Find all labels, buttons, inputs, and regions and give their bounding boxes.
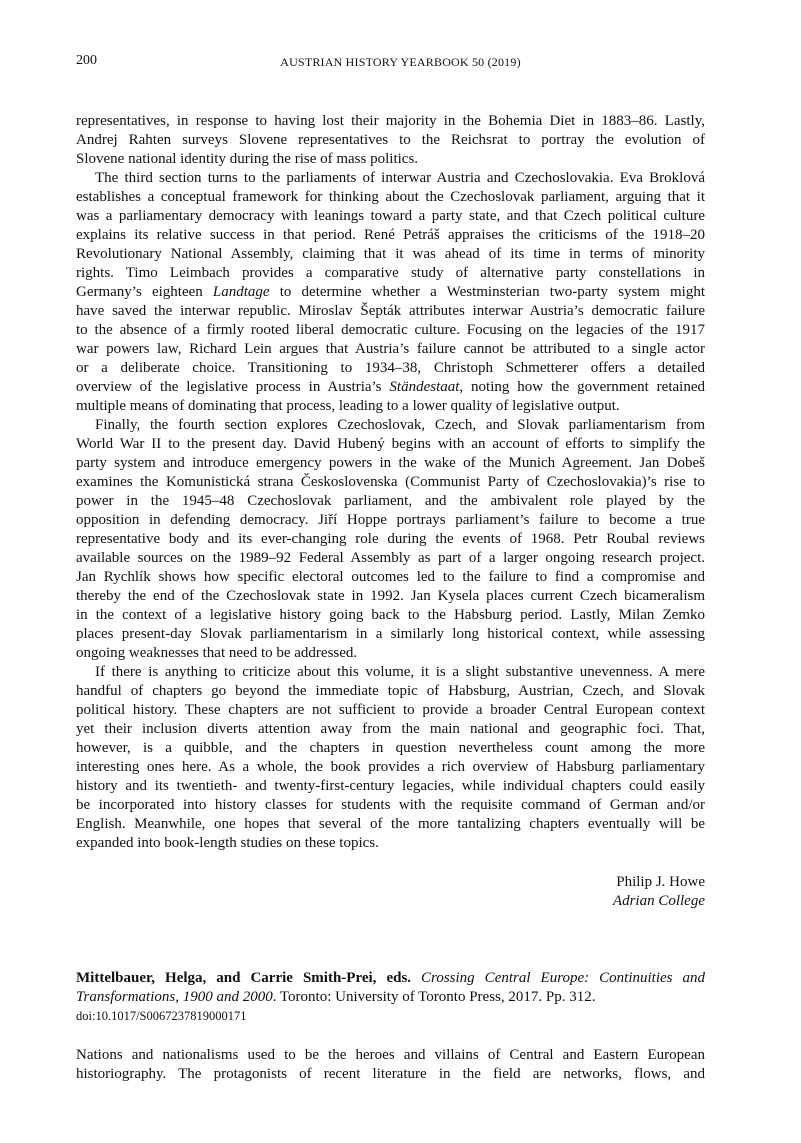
text-line: have saved the interwar republic. Miroslav Šepták attributes interwar Austria’s democratic failure <box>76 303 705 319</box>
paragraph <box>76 663 705 853</box>
review-signature <box>613 873 705 911</box>
review-body <box>76 112 705 853</box>
text-line: was a parliamentary democracy with leanings toward a party state, and that Czech political culture <box>76 208 705 224</box>
doi-link[interactable]: doi:10.1017/S0067237819000171 <box>76 1009 247 1023</box>
text-line: establishes a conceptual framework for thinking about the Czechoslovak parliament, arguing that it <box>76 189 705 205</box>
paragraph <box>76 169 705 416</box>
text-line: opposition in defending democracy. Jiří Hoppe portrays parliament’s failure to become a true <box>76 512 705 528</box>
text-line: or a deliberate choice. Transitioning to 1934–38, Christoph Schmetterer offers a detailed <box>76 360 705 376</box>
text-line: If there is anything to criticize about this volume, it is a slight substantive unevenness. A mere <box>95 664 705 680</box>
text-line: Germany’s eighteen Landtage to determine whether a Westminsterian two-party system might <box>76 284 706 300</box>
text-line: examines the Komunistická strana Československa (Communist Party of Czechoslovakia)’s rise to <box>76 474 705 490</box>
review-citation <box>76 969 705 1007</box>
text-line: thereby the end of the Czechoslovak state in 1992. Jan Kysela places current Czech bicameralism <box>76 588 705 604</box>
text-line: Finally, the fourth section explores Czechoslovak, Czech, and Slovak parliamentarism from <box>95 417 705 433</box>
text-line: places present-day Slovak parliamentarism in a similarly long historical context, while assessing <box>76 626 705 642</box>
text-line: available sources on the 1989–92 Federal Assembly as part of a larger ongoing research project. <box>76 550 705 566</box>
text-line: interesting ones here. As a whole, the book provides a rich overview of Habsburg parliamentary <box>76 759 705 775</box>
paragraph <box>76 416 705 663</box>
text-line: Nations and nationalisms used to be the heroes and villains of Central and Eastern European <box>76 1047 705 1063</box>
text-line: history and its twentieth- and twenty-first-century legacies, while individual chapters could easily <box>76 778 705 794</box>
text-line: yet their inclusion diverts attention away from the main national and geographic foci. That, <box>76 721 705 737</box>
text-line: war powers law, Richard Lein argues that Austria’s failure cannot be attributed to a single actor <box>76 341 705 357</box>
text-line: power in the 1945–48 Czechoslovak parliament, and the ambivalent role played by the <box>76 493 705 509</box>
text-line: Andrej Rahten surveys Slovene representatives to the Reichsrat to portray the evolution of <box>76 132 705 148</box>
paragraph <box>76 112 705 169</box>
text-line: to the absence of a firmly rooted liberal democratic culture. Focusing on the legacies of the 1917 <box>76 322 705 338</box>
text-line: be incorporated into history classes for students with the requisite command of German and/or <box>76 797 705 813</box>
text-line: ongoing weaknesses that need to be addressed. <box>76 645 358 661</box>
page-number: 200 <box>76 53 97 68</box>
reviewer-affiliation: Adrian College <box>612 893 705 909</box>
text-line: rights. Timo Leimbach provides a comparative study of alternative party constellations in <box>76 265 705 281</box>
running-head: AUSTRIAN HISTORY YEARBOOK 50 (2019) <box>280 55 521 69</box>
text-line: party system and introduce emergency powers in the wake of the Munich Agreement. Jan Dobeš <box>76 455 705 471</box>
text-line: however, is a quibble, and the chapters in question nevertheless count among the more <box>76 740 705 756</box>
text-line: overview of the legislative process in Austria’s Ständestaat, noting how the government retained <box>76 379 705 395</box>
text-line: representative body and its ever-changing role during the events of 1968. Petr Roubal reviews <box>76 531 705 547</box>
text-line: handful of chapters go beyond the immediate topic of Habsburg, Austrian, Czech, and Slovak <box>76 683 705 699</box>
next-review-body <box>76 1046 705 1084</box>
text-line: historiography. The protagonists of recent literature in the field are networks, flows, and <box>76 1066 705 1082</box>
reviewer-name: Philip J. Howe <box>616 874 705 890</box>
text-line: English. Meanwhile, one hopes that several of the more tantalizing chapters eventually will be <box>76 816 705 832</box>
text-line: multiple means of dominating that process, leading to a lower quality of legislative output. <box>76 398 620 414</box>
text-line: expanded into book-length studies on these topics. <box>76 835 379 851</box>
text-line: Transformations, 1900 and 2000. Toronto: University of Toronto Press, 2017. Pp. 312. <box>76 989 596 1005</box>
text-line: in the context of a legislative history going back to the Habsburg period. Lastly, Milan Zemko <box>76 607 705 623</box>
text-line: Jan Rychlík shows how specific electoral outcomes led to the failure to find a compromise and <box>76 569 705 585</box>
text-line: political history. These chapters are not sufficient to provide a broader Central European context <box>76 702 705 718</box>
text-line: World War II to the present day. David Hubený begins with an account of efforts to simplify the <box>76 436 705 452</box>
text-line: The third section turns to the parliaments of interwar Austria and Czechoslovakia. Eva Broklová <box>95 170 705 186</box>
text-line: explains its relative success in that period. René Petráš appraises the criticisms of the 1918–20 <box>76 227 705 243</box>
text-line: Slovene national identity during the rise of mass politics. <box>76 151 419 167</box>
text-line: Mittelbauer, Helga, and Carrie Smith-Prei, eds. Crossing Central Europe: Continuities and <box>76 970 705 986</box>
text-line: Revolutionary National Assembly, claiming that it was ahead of its time in terms of minority <box>76 246 705 262</box>
text-line: representatives, in response to having lost their majority in the Bohemia Diet in 1883–86. Lastly, <box>76 113 705 129</box>
